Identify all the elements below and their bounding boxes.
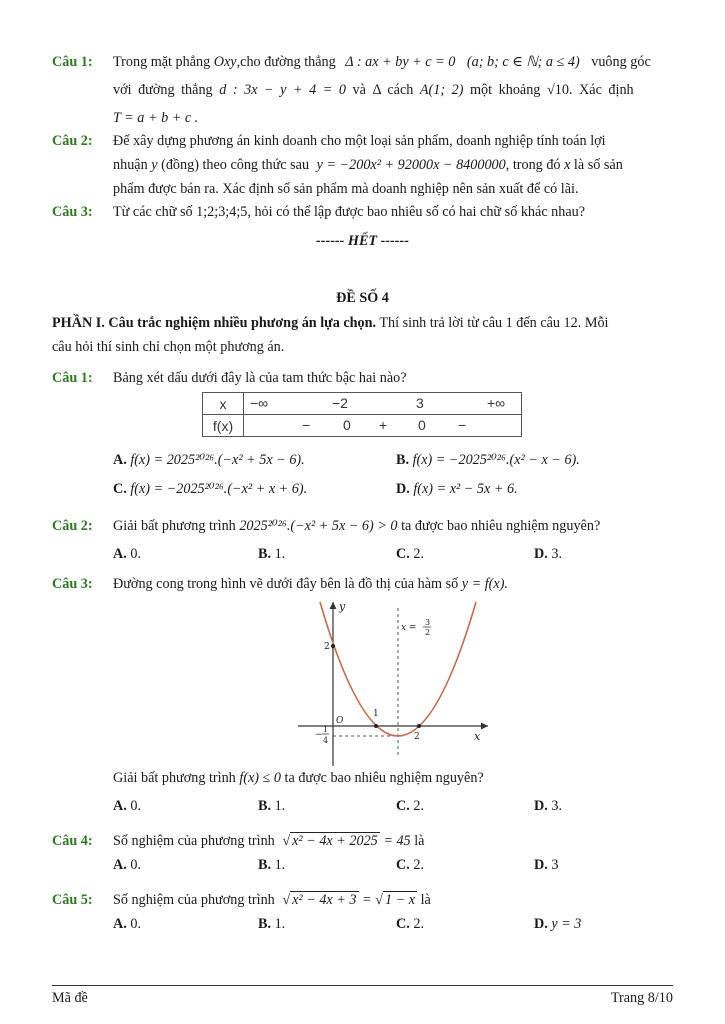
sign-table <box>202 392 522 437</box>
tick-label: 1 <box>323 725 329 734</box>
question-text: Giải bất phương trình f(x) ≤ 0 ta được bao nhiêu nghiệm nguyên? <box>113 770 484 786</box>
question-label: Câu 4: <box>52 833 93 849</box>
table-cell: −2 <box>332 395 348 411</box>
parabola-graph <box>290 598 495 770</box>
question-label: Câu 2: <box>52 133 93 149</box>
table-cell: −∞ <box>250 395 269 411</box>
part-heading: PHẦN I. Câu trắc nghiệm nhiều phương án lựa chọn. Thí sinh trả lời từ câu 1 đến câu 12. Mỗi <box>52 315 609 331</box>
answer-option[interactable]: B. f(x) = −2025²⁰²⁶.(x² − x − 6). <box>396 452 580 468</box>
exam-title: ĐỀ SỐ 4 <box>336 290 389 306</box>
question-text: Bảng xét dấu dưới đây là của tam thức bậc hai nào? <box>113 370 407 386</box>
tick-label: 4 <box>323 736 329 745</box>
question-text: T = a + b + c . <box>113 110 199 126</box>
question-label: Câu 1: <box>52 370 93 386</box>
table-cell: 0 <box>343 417 351 433</box>
answer-option[interactable]: B. 1. <box>258 546 286 562</box>
question-text: Số nghiệm của phương trình √ x² − 4x + 2025 = 45 là <box>113 833 425 849</box>
y-axis-label: y <box>339 600 346 613</box>
question-text: Trong mặt phẳng Oxy,cho đường thẳng Δ : ax + by + c = 0 (a; b; c ∈ ℕ; a ≤ 4) vuông góc <box>113 54 651 70</box>
point-marker <box>417 724 421 728</box>
asymptote-label: 3 <box>425 618 431 627</box>
answer-option[interactable]: C. 2. <box>396 857 424 873</box>
table-cell: + <box>379 417 388 433</box>
question-text: Giải bất phương trình 2025²⁰²⁶.(−x² + 5x − 6) > 0 ta được bao nhiêu nghiệm nguyên? <box>113 518 601 534</box>
question-label: Câu 3: <box>52 204 93 220</box>
answer-option[interactable]: B. 1. <box>258 916 286 932</box>
table-cell: 3 <box>416 395 424 411</box>
question-text: với đường thẳng d : 3x − y + 4 = 0 và Δ cách A(1; 2) một khoảng √10. Xác định <box>113 82 634 98</box>
tick-label: 2 <box>324 642 330 652</box>
answer-option[interactable]: A. 0. <box>113 857 141 873</box>
answer-option[interactable]: B. 1. <box>258 798 286 814</box>
answer-option[interactable]: D. 3. <box>534 798 562 814</box>
tick-label: − <box>315 730 323 740</box>
footer-rule <box>52 985 673 986</box>
answer-option[interactable]: A. 0. <box>113 798 141 814</box>
table-cell: f(x) <box>203 415 244 437</box>
x-axis-label: x <box>474 730 481 743</box>
question-text: phẩm được bán ra. Xác định số sản phẩm mà doanh nghiệp nên sản xuất để có lãi. <box>113 181 579 197</box>
question-text: Từ các chữ số 1;2;3;4;5, hỏi có thể lập được bao nhiêu số có hai chữ số khác nhau? <box>113 204 586 220</box>
answer-option[interactable]: B. 1. <box>258 857 286 873</box>
footer-left: Mã đề <box>52 990 88 1006</box>
question-label: Câu 1: <box>52 54 93 70</box>
tick-label: 1 <box>373 709 379 719</box>
asymptote-label: 2 <box>425 628 431 637</box>
table-cell: 0 <box>418 417 426 433</box>
answer-option[interactable]: C. f(x) = −2025²⁰²⁶.(−x² + x + 6). <box>113 481 308 497</box>
answer-option[interactable]: D. 3 <box>534 857 559 873</box>
answer-option[interactable]: D. 3. <box>534 546 562 562</box>
table-cell: − <box>458 417 467 433</box>
asymptote-label: x = <box>401 623 417 633</box>
answer-option[interactable]: C. 2. <box>396 916 424 932</box>
footer-page-number: Trang 8/10 <box>610 990 673 1006</box>
question-text: nhuận y (đồng) theo công thức sau y = −200x² + 92000x − 8400000, trong đó x là số sản <box>113 157 623 173</box>
part-heading: câu hỏi thí sinh chỉ chọn một phương án. <box>52 339 285 355</box>
question-label: Câu 3: <box>52 576 93 592</box>
tick-label: 2 <box>414 732 420 742</box>
answer-option[interactable]: C. 2. <box>396 546 424 562</box>
question-text: Đường cong trong hình vẽ dưới đây bên là đồ thị của hàm số y = f(x). <box>113 576 508 592</box>
table-cell: x <box>203 393 244 415</box>
table-cell: − <box>302 417 311 433</box>
question-text: Số nghiệm của phương trình √ x² − 4x + 3 = √ 1 − x là <box>113 892 431 908</box>
answer-option[interactable]: A. f(x) = 2025²⁰²⁶.(−x² + 5x − 6). <box>113 452 305 468</box>
answer-option[interactable]: A. 0. <box>113 546 141 562</box>
question-label: Câu 2: <box>52 518 93 534</box>
answer-option[interactable]: D. f(x) = x² − 5x + 6. <box>396 481 518 497</box>
point-marker <box>374 724 378 728</box>
question-label: Câu 5: <box>52 892 93 908</box>
answer-option[interactable]: C. 2. <box>396 798 424 814</box>
table-cell: +∞ <box>487 395 506 411</box>
point-marker <box>331 644 335 648</box>
answer-option[interactable]: A. 0. <box>113 916 141 932</box>
answer-option[interactable]: D. y = 3 <box>534 916 582 932</box>
end-mark: ------ HẾT ------ <box>316 233 409 249</box>
question-text: Để xây dựng phương án kinh doanh cho một loại sản phẩm, doanh nghiệp tính toán lợi <box>113 133 606 149</box>
origin-label: O <box>336 716 344 726</box>
